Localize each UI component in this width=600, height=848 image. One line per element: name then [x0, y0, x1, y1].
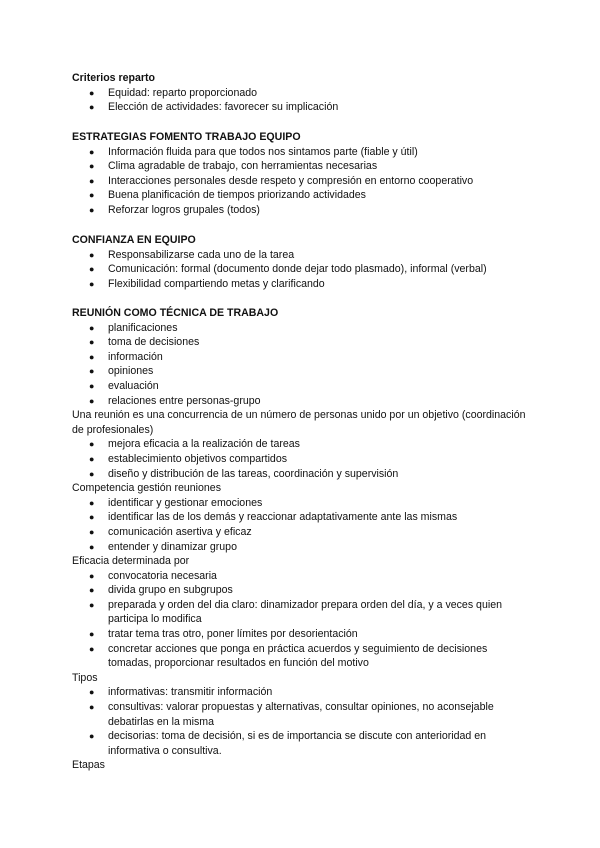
section-criterios-reparto [72, 71, 532, 115]
list-item [72, 452, 532, 467]
bullet-icon: ● [89, 351, 95, 362]
list-item-text: divida grupo en subgrupos [108, 584, 233, 597]
list-item-text: Flexibilidad compartiendo metas y clarificando [108, 277, 325, 290]
list-item [72, 569, 532, 584]
list-item-text: decisorias: toma de decisión, si es de importancia se discute con anterioridad en informativa o consultiva. [108, 730, 487, 757]
bullet-icon: ● [89, 322, 95, 333]
section-heading: REUNIÓN COMO TÉCNICA DE TRABAJO [72, 307, 279, 319]
bullet-icon: ● [89, 161, 95, 172]
list-item [72, 700, 532, 729]
bullet-list [72, 685, 532, 758]
list-item [72, 467, 532, 482]
list-item [72, 145, 532, 160]
subheading-eficacia: Eficacia determinada por [72, 555, 190, 568]
bullet-icon: ● [89, 102, 95, 113]
bullet-list [72, 437, 532, 481]
list-item-text: consultivas: valorar propuestas y alternativas, consultar opiniones, no aconsejable debatirlas en la misma [108, 701, 494, 728]
list-item [72, 159, 532, 174]
list-item [72, 437, 532, 452]
list-item [72, 510, 532, 525]
list-item-text: planificaciones [108, 321, 178, 334]
bullet-icon: ● [89, 629, 95, 640]
list-item [72, 86, 532, 101]
bullet-list [72, 145, 532, 218]
bullet-icon: ● [89, 190, 95, 201]
subheading-competencia: Competencia gestión reuniones [72, 482, 221, 495]
definition-paragraph: Una reunión es una concurrencia de un número de personas unido por un objetivo (coordinación de profesionales) [72, 409, 526, 436]
list-item [72, 262, 532, 277]
bullet-icon: ● [89, 599, 95, 610]
bullet-icon: ● [89, 380, 95, 391]
bullet-icon: ● [89, 278, 95, 289]
list-item-text: informativas: transmitir información [108, 686, 273, 699]
list-item [72, 188, 532, 203]
bullet-icon: ● [89, 204, 95, 215]
list-item-text: establecimiento objetivos compartidos [108, 452, 288, 465]
bullet-icon: ● [89, 175, 95, 186]
bullet-icon: ● [89, 468, 95, 479]
section-heading: Criterios reparto [72, 72, 156, 84]
list-item-text: mejora eficacia a la realización de tareas [108, 438, 300, 451]
bullet-icon: ● [89, 87, 95, 98]
list-item-text: Responsabilizarse cada uno de la tarea [108, 248, 295, 261]
list-item-text: Interacciones personales desde respeto y compresión en entorno cooperativo [108, 174, 474, 187]
list-item [72, 583, 532, 598]
subheading-tipos: Tipos [72, 671, 98, 684]
list-item-text: concretar acciones que ponga en práctica acuerdos y seguimiento de decisiones tomadas, proporcionar resultados en función del motivo [108, 642, 488, 670]
list-item [72, 277, 532, 292]
list-item [72, 379, 532, 394]
list-item-text: entender y dinamizar grupo [108, 540, 237, 553]
list-item [72, 525, 532, 540]
bullet-icon: ● [89, 264, 95, 275]
bullet-icon: ● [89, 687, 95, 698]
bullet-icon: ● [89, 643, 95, 654]
bullet-icon: ● [89, 337, 95, 348]
section-heading: ESTRATEGIAS FOMENTO TRABAJO EQUIPO [72, 131, 301, 143]
list-item [72, 335, 532, 350]
bullet-icon: ● [89, 249, 95, 260]
list-item-text: toma de decisiones [108, 336, 200, 349]
list-item-text: opiniones [108, 365, 154, 378]
bullet-list [72, 496, 532, 554]
section-heading: CONFIANZA EN EQUIPO [72, 234, 196, 246]
list-item-text: convocatoria necesaria [108, 569, 217, 582]
bullet-list [72, 248, 532, 292]
list-item [72, 321, 532, 336]
section-reunion [72, 306, 532, 773]
bullet-icon: ● [89, 512, 95, 523]
list-item-text: relaciones entre personas-grupo [108, 394, 261, 407]
list-item [72, 350, 532, 365]
bullet-icon: ● [89, 146, 95, 157]
bullet-icon: ● [89, 453, 95, 464]
bullet-list [72, 321, 532, 409]
list-item-text: Comunicación: formal (documento donde dejar todo plasmado), informal (verbal) [108, 263, 487, 276]
bullet-list [72, 86, 532, 115]
bullet-icon: ● [89, 731, 95, 742]
bullet-icon: ● [89, 541, 95, 552]
list-item-text: diseño y distribución de las tareas, coordinación y supervisión [108, 467, 399, 480]
list-item-text: Reforzar logros grupales (todos) [108, 203, 260, 216]
bullet-icon: ● [89, 526, 95, 537]
bullet-icon: ● [89, 585, 95, 596]
list-item-text: identificar y gestionar emociones [108, 496, 263, 509]
list-item [72, 364, 532, 379]
list-item [72, 598, 532, 627]
bullet-icon: ● [89, 366, 95, 377]
list-item [72, 394, 532, 409]
list-item-text: Elección de actividades: favorecer su implicación [108, 101, 339, 114]
list-item [72, 729, 532, 758]
list-item-text: Clima agradable de trabajo, con herramientas necesarias [108, 160, 378, 173]
list-item [72, 203, 532, 218]
bullet-icon: ● [89, 497, 95, 508]
list-item [72, 540, 532, 555]
list-item-text: identificar las de los demás y reaccionar adaptativamente ante las mismas [108, 511, 458, 524]
list-item-text: Equidad: reparto proporcionado [108, 86, 258, 99]
list-item [72, 627, 532, 642]
bullet-icon: ● [89, 395, 95, 406]
list-item-text: Buena planificación de tiempos priorizando actividades [108, 189, 366, 202]
subheading-etapas: Etapas [72, 759, 105, 772]
list-item [72, 248, 532, 263]
list-item [72, 685, 532, 700]
list-item-text: preparada y orden del dia claro: dinamizador prepara orden del día, y a veces quien participa lo modifica [108, 598, 502, 626]
section-confianza [72, 233, 532, 291]
list-item-text: Información fluida para que todos nos sintamos parte (fiable y útil) [108, 145, 418, 158]
list-item-text: comunicación asertiva y eficaz [108, 525, 252, 538]
list-item [72, 642, 532, 671]
bullet-list [72, 569, 532, 671]
bullet-icon: ● [89, 702, 95, 713]
bullet-icon: ● [89, 570, 95, 581]
list-item-text: tratar tema tras otro, poner límites por desorientación [108, 628, 358, 641]
list-item [72, 174, 532, 189]
list-item-text: evaluación [108, 379, 159, 392]
list-item-text: información [108, 350, 163, 363]
bullet-icon: ● [89, 439, 95, 450]
section-estrategias [72, 130, 532, 218]
list-item [72, 496, 532, 511]
list-item [72, 100, 532, 115]
